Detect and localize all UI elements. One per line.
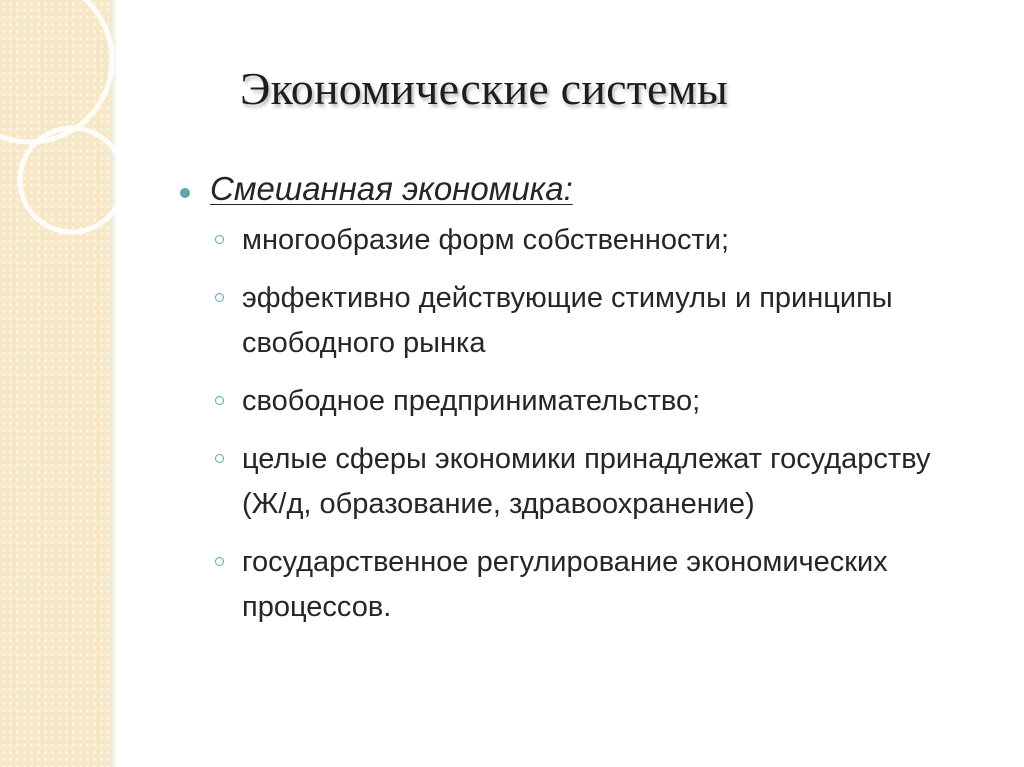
list-item-text: эффективно действующие стимулы и принципы свободного рынка (242, 282, 893, 359)
bullet-ring-icon (215, 235, 224, 244)
list-item (180, 437, 980, 527)
list-item (180, 218, 980, 263)
list-item (180, 276, 980, 366)
bullet-ring-icon (215, 454, 224, 463)
list-item (180, 379, 980, 424)
list-item-text: многообразие форм собственности; (242, 224, 730, 256)
list-item-text: целые сферы экономики принадлежат государству (Ж/д, образование, здравоохранение) (242, 443, 931, 520)
list-item (180, 540, 980, 630)
main-bullet-heading: Смешанная экономика: (210, 170, 573, 207)
bullet-ring-icon (215, 396, 224, 405)
slide-title: Экономические системы (240, 63, 729, 114)
bullet-ring-icon (215, 293, 224, 302)
bullet-ring-icon (215, 557, 224, 566)
sub-bullet-list (180, 218, 980, 630)
list-item-text: свободное предпринимательство; (242, 385, 701, 417)
list-item-text: государственное регулирование экономических процессов. (242, 546, 888, 623)
bullet-dot-icon (180, 188, 190, 198)
slide-content (180, 170, 980, 643)
decorative-ring-small (20, 128, 124, 232)
main-bullet (180, 170, 980, 208)
decorative-rings (0, 0, 200, 300)
decorative-ring-large (0, 0, 112, 142)
